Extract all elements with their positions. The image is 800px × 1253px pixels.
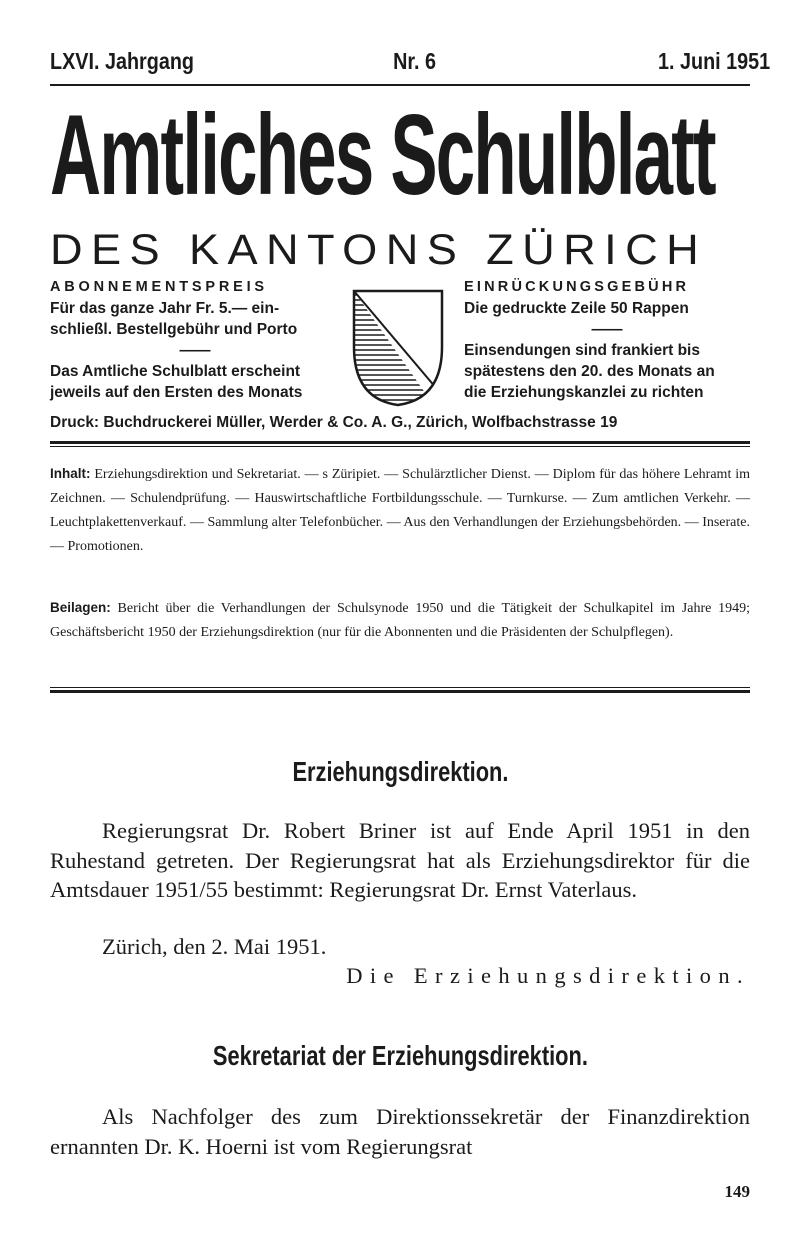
document-page	[50, 0, 771, 1253]
subscription-line: Das Amtliche Schulblatt erscheint	[50, 363, 301, 380]
publication-title: Amtliches Schulblatt	[50, 91, 715, 219]
divider-dash: ——	[179, 342, 211, 359]
subscription-line: schließl. Bestellgebühr und Porto	[50, 321, 298, 338]
contents-rule-thick	[50, 690, 750, 693]
dateline: Zürich, den 2. Mai 1951.	[102, 934, 327, 959]
insertion-line: spätestens den 20. des Monats an	[464, 363, 715, 380]
header-rule-thin	[50, 446, 750, 447]
subscription-info	[50, 277, 340, 403]
page-number: 149	[724, 1182, 750, 1201]
subscription-line: Für das ganze Jahr Fr. 5.— ein-	[50, 300, 280, 317]
contents-rule-thin	[50, 687, 750, 688]
masthead-rule	[50, 84, 750, 86]
header-rule-thick	[50, 441, 750, 444]
publication-subtitle: DES KANTONS ZÜRICH	[50, 226, 708, 274]
masthead	[50, 48, 771, 82]
section-heading: Sekretariat der Erziehungsdirektion.	[212, 1040, 588, 1071]
issue-date: 1. Juni 1951	[658, 48, 771, 74]
insertion-line: Einsendungen sind frankiert bis	[464, 342, 700, 359]
contents-text: Erziehungsdirektion und Sekretariat. — s Züripiet. — Schulärztlicher Dienst. — Diplom für das höhere Lehramt im Zeichnen. — Schulendprüfung. — Hauswirtschaftliche Fortbildungsschule. — Turnkurse. — Zum amtlichen Verkehr. — Leuchtplakettenverkauf. — Sammlung alter Telefonbücher. — Aus den Verhandlungen der Erziehungsbehörden. — Inserate. — Promotionen.	[50, 467, 750, 554]
printer-line: Druck: Buchdruckerei Müller, Werder & Co. A. G., Zürich, Wolfbachstrasse 19	[50, 414, 618, 431]
volume-label: LXVI. Jahrgang	[50, 48, 194, 74]
zurich-coat-of-arms-icon	[350, 287, 446, 409]
subscription-heading: ABONNEMENTSPREIS	[50, 279, 268, 295]
section-paragraph: Regierungsrat Dr. Robert Briner ist auf Ende April 1951 in den Ruhestand getreten. Der Regierungsrat hat als Erziehungsdirektor für die Amtsdauer 1951/55 bestimmt: Regierungsrat Dr. Ernst Vaterlaus.	[50, 818, 750, 902]
contents-label: Inhalt:	[50, 466, 91, 481]
subscription-line: jeweils auf den Ersten des Monats	[50, 384, 303, 401]
supplements-label: Beilagen:	[50, 600, 111, 615]
insertion-line: die Erziehungskanzlei zu richten	[464, 384, 704, 401]
insertion-line: Die gedruckte Zeile 50 Rappen	[464, 300, 689, 317]
supplements-text: Bericht über die Verhandlungen der Schulsynode 1950 und die Tätigkeit der Schulkapitel im Jahre 1949; Geschäftsbericht 1950 der Erziehungsdirektion (nur für die Abonnenten und die Präsidenten der Schulpflegen).	[50, 601, 750, 640]
issue-number: Nr. 6	[393, 48, 437, 74]
insertion-info	[464, 277, 750, 403]
divider-dash: ——	[591, 321, 623, 338]
insertion-heading: EINRÜCKUNGSGEBÜHR	[464, 279, 690, 295]
section-paragraph: Als Nachfolger des zum Direktionssekretär der Finanzdirektion ernannten Dr. K. Hoerni ist vom Regierungsrat	[50, 1104, 750, 1159]
supplements	[50, 596, 750, 644]
signature: Die Erziehungsdirektion.	[346, 963, 750, 988]
table-of-contents	[50, 462, 750, 559]
section-heading: Erziehungsdirektion.	[291, 756, 509, 787]
